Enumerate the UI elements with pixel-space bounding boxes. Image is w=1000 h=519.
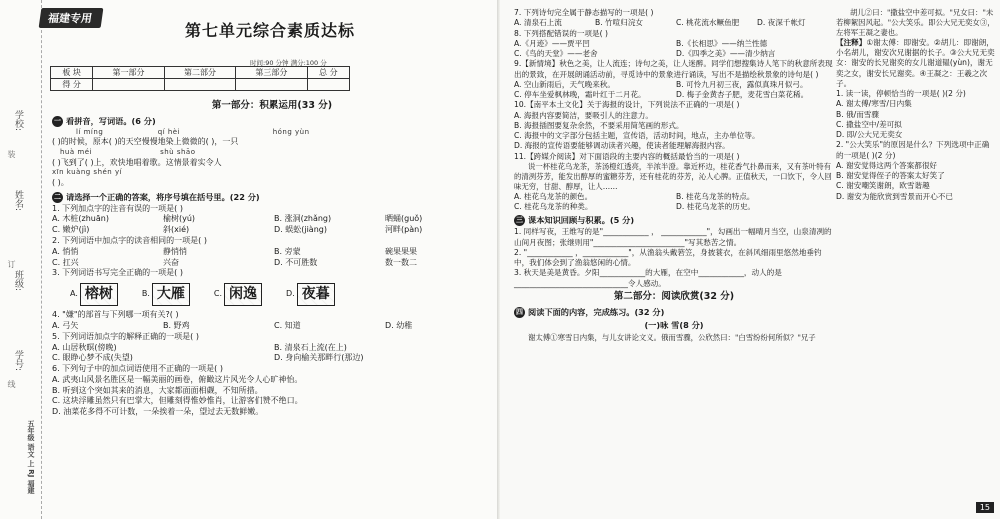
question: 1. 读一读，停顿恰当的一项是( )(2 分): [836, 89, 966, 99]
number-label: 学号:: [13, 350, 23, 372]
question: 4. "嫌"的部首与下列哪一项有关?( ): [52, 310, 179, 320]
pinyin-line: lí míng qí hèi hóng yùn: [76, 127, 310, 136]
tian-grid-word: 闲逸: [224, 283, 262, 306]
options: [514, 18, 834, 28]
char-box-option[interactable]: [70, 283, 118, 306]
option: 兴奋: [163, 257, 179, 267]
score-cell: 第一部分: [93, 67, 164, 79]
options: [52, 225, 492, 236]
page-title: 第七单元综合素质达标: [184, 21, 355, 40]
option[interactable]: A. 木桩(zhuān): [52, 214, 109, 224]
options: [52, 353, 492, 364]
option[interactable]: D. 谢安为能欣赏到雪景而开心不已: [836, 191, 953, 201]
option[interactable]: A. 悄悄: [52, 246, 79, 256]
score-cell: 第二部分: [164, 67, 235, 79]
section-2-head: [52, 192, 492, 203]
cut-mark-3: 线: [7, 380, 16, 388]
option[interactable]: B.《长相思》——纳兰性德: [676, 38, 768, 48]
options: [52, 321, 492, 332]
left-content: [52, 98, 492, 418]
options: [514, 39, 834, 49]
pinyin-line: xīn kuàng shén yí: [52, 168, 123, 177]
option[interactable]: B. 听到这个突如其来的消息，大家都面面相觑，不知所措。: [52, 385, 263, 395]
passage-text: 说一杯桂花乌龙茶，茶汤橙红透亮，半浓半澄。靠近杯边，桂花香气扑鼻而来，又有茶叶特有的清洌芬芳，能发出醇厚的蜜糖芬芳，还有桂花的芬芳，沁人心脾。正值秋天，一口饮下，令人回味无穷，甘甜、醇厚，让人……: [514, 161, 832, 191]
option: 晒蛹(guǒ): [385, 214, 423, 224]
option[interactable]: B. 旁蒙: [274, 246, 301, 256]
option[interactable]: A. 清泉石上流: [514, 18, 562, 28]
class-label: 班级:: [13, 270, 23, 292]
score-cell: 板 块: [51, 67, 93, 79]
question: 11.【跨媒介阅读】对下面语段的主要内容的概括最恰当的一项是( ): [514, 151, 740, 161]
option[interactable]: C. 这块浮雕虽然只有巴掌大，但雕刻得惟妙惟肖，让游客们赞不绝口。: [52, 396, 303, 406]
section-number-icon: 四: [516, 307, 523, 316]
question: 9.【新情境】秋色之美，让人流连；诗句之美，让人迷醉。同学们想搜集诗人笔下的秋意所表现出的景致，在开展朗诵活动前，寻觅诗中的景象进行诵读，写出不是描绘秋景象的诗句是( ): [514, 59, 833, 79]
option[interactable]: B. 清泉石上流(在上): [274, 342, 347, 352]
options: [52, 343, 492, 354]
question: 10.【南平本土文化】关于海报的设计，下列说法不正确的一项是( ): [514, 100, 740, 110]
option[interactable]: B. 可怜九月初三夜，露似真珠月似弓。: [676, 79, 808, 89]
cut-mark-1: 装: [7, 150, 16, 158]
notes: [836, 38, 996, 89]
options: [514, 202, 834, 212]
section-3-head: [514, 215, 834, 226]
pinyin-line: huà méi shù shāo: [60, 148, 196, 157]
option[interactable]: D. 身向榆关那畔行(那边): [274, 353, 364, 363]
tian-grid-word: 大雁: [152, 283, 190, 306]
section-number-icon: 二: [54, 192, 61, 201]
option[interactable]: D. 夜深千帐灯: [757, 18, 806, 28]
right-content-col1: [514, 8, 834, 343]
char-box-option[interactable]: [286, 283, 335, 306]
option-letter: A.: [70, 289, 78, 299]
option[interactable]: A. 弓矢: [52, 320, 79, 330]
right-page: [500, 0, 1000, 519]
option: 静悄悄: [163, 246, 187, 256]
score-input[interactable]: [307, 79, 349, 91]
time-score: 时间:90 分钟 满分:100 分: [250, 59, 327, 67]
option[interactable]: B. 野鸡: [163, 320, 190, 330]
section-number-icon: 三: [516, 216, 523, 225]
option: 碗果果果: [385, 246, 417, 256]
option[interactable]: A. 谢太傅/寒雪/日内集: [836, 99, 912, 109]
question: 3. 下列词语书写完全正确的一项是( ): [52, 268, 183, 278]
option[interactable]: D. 幼稚: [385, 320, 413, 330]
options: [52, 258, 492, 269]
fill-line: ( )飞到了( )上，欢快地唱着歌。这情景着实令人: [52, 157, 222, 167]
char-box-options: [70, 283, 492, 306]
options: [52, 214, 492, 225]
fill-question: 3. 秋天是美是黄昏。夕阳____________的大雁，在空中____________，动人的是______________________________令人感动。: [514, 268, 782, 288]
school-label: 学校:: [13, 110, 23, 132]
option[interactable]: A. 桂花乌龙茶的颜色。: [514, 191, 593, 201]
section-number-icon: 一: [54, 116, 61, 125]
option: 数一数二: [385, 257, 417, 267]
option[interactable]: C. 海报中的文字部分包括主题，宣传语，活动时间，地点，主办单位等。: [514, 131, 760, 140]
options: [514, 192, 834, 202]
fill-line: ( )。: [52, 177, 69, 187]
option-letter: C.: [213, 289, 223, 299]
reading-1-text: 谢太傅①寒雪日内集，与儿女讲论文义。俄而雪骤，公欣然曰："白雪纷纷何所似？"兄子: [528, 332, 816, 342]
option[interactable]: D.《四季之美》——清少纳言: [676, 49, 776, 58]
right-content-col2: [836, 8, 996, 202]
fill-question: 1. 同样写夜，王维写的是"____________ ， ____________"，勾画出一幅晴月当空，山泉清冽的山间月夜图；张继则用"________________________"写其愁苦之情。: [514, 227, 832, 247]
section-1-label: 看拼音，写词语。(6 分): [66, 115, 156, 126]
option[interactable]: D. 油菜花多得不可计数，一朵挨着一朵，望过去无数鲜嫩。: [52, 407, 264, 417]
option[interactable]: C. 知道: [274, 320, 301, 330]
question: 1. 下列加点字的注音有误的一项是( ): [52, 203, 183, 213]
fill-question: 2. "____________ ，____________"，从渔翁头戴箬笠，身披蓑衣，在斜风细雨里悠然地垂钓中，我们体会到了渔翁悠闲的心情。: [514, 247, 822, 268]
score-cell: 总 分: [307, 67, 349, 79]
part1-title: 第一部分：积累运用(33 分): [211, 100, 333, 111]
option[interactable]: B. 海报插图要复杂余然，不要采用简笔画的形式。: [514, 120, 684, 130]
option[interactable]: C. 眼睁心梦不成(失望): [52, 353, 133, 363]
score-input[interactable]: [93, 79, 164, 91]
question: 8. 下列搭配错误的一项是( ): [514, 28, 608, 38]
score-cell: 得 分: [51, 79, 93, 91]
options: [514, 80, 834, 90]
tian-grid-word: 榕树: [80, 283, 118, 306]
section-4-label: 阅读下面的内容，完成练习。(32 分): [528, 306, 665, 317]
option[interactable]: D. 即/公大兄无奕女: [836, 130, 903, 140]
grade-label: 五年级 语文 上 RJ 福建: [27, 420, 35, 494]
option[interactable]: A. 海报内容要简洁，要吸引人的注意力。: [514, 110, 653, 120]
options: [514, 49, 834, 59]
option-letter: D.: [286, 289, 295, 299]
option[interactable]: D. 梅子金黄杏子肥，麦花雪白菜花稀。: [676, 90, 809, 99]
page-number: 15: [976, 502, 994, 513]
question: 6. 下列句子中的加点词语使用不正确的一项是( ): [52, 364, 223, 374]
option[interactable]: D. 蜈蚣(jiàng): [274, 225, 327, 235]
option[interactable]: C. 撒盐空中/差可拟: [836, 119, 902, 129]
question: 2. 下列词语中加点字的读音相同的一项是( ): [52, 236, 207, 246]
option-letter: B.: [141, 289, 150, 299]
name-label: 姓名:: [13, 190, 23, 212]
fill-line: ( )的时候，原本( )的天空慢慢地染上微微的( )，一只: [52, 137, 239, 147]
option[interactable]: D. 海报的宣传语要能够调动读者兴趣，使读者能理解海报内容。: [514, 141, 730, 151]
question: 7. 下列诗句完全属于静态描写的一项是( ): [514, 8, 654, 17]
reading-1-text-cont: 胡儿②曰："撒盐空中差可拟。"兄女曰："未若柳絮因风起。"公大笑乐。即公大兄无奕女③，左将军王凝之妻也。: [836, 8, 995, 37]
option[interactable]: B. 桂花乌龙茶的特点。: [676, 191, 755, 201]
option[interactable]: C.《鸟的天堂》——老舍: [514, 49, 598, 58]
question: 5. 下列词语加点字的解释正确的一项是( ): [52, 331, 199, 341]
part2-title: 第二部分：阅读欣赏(32 分): [613, 290, 735, 302]
options: [52, 247, 492, 258]
option[interactable]: C. 扛兴: [52, 257, 79, 267]
section-1-head: [52, 116, 492, 127]
cut-mark-2: 订: [7, 260, 16, 268]
tian-grid-word: 夜暮: [297, 283, 335, 306]
score-table: [50, 66, 350, 91]
options: [514, 90, 834, 100]
option: 榆树(yú): [163, 214, 196, 224]
option[interactable]: B. 竹喧归浣女: [595, 18, 644, 28]
option[interactable]: D. 桂花乌龙茶的历史。: [676, 201, 756, 211]
option[interactable]: C. 桃花流水鳜鱼肥: [676, 18, 740, 28]
notes-head: 【注释】: [836, 37, 867, 47]
section-2-label: 请选择一个正确的答案，将序号填在括号里。(22 分): [66, 191, 260, 202]
option: 斜(xié): [163, 225, 190, 235]
option[interactable]: B. 俄/而雪骤: [836, 109, 879, 119]
option[interactable]: A. 山居秋暝(傍晚): [52, 342, 117, 352]
option[interactable]: A. 空山新雨后，天气晚来秋。: [514, 79, 616, 89]
score-input[interactable]: [236, 79, 307, 91]
region-badge: 福建专用: [39, 8, 104, 28]
option[interactable]: C. 嫩炉(jì): [52, 225, 90, 235]
binding-margin: [0, 0, 42, 519]
char-box-option[interactable]: [142, 283, 190, 306]
option[interactable]: B. 谢安觉得侄子的答案太好笑了: [836, 171, 945, 181]
section-3-label: 课本知识回顾与积累。(5 分): [528, 215, 635, 226]
option[interactable]: C. 停车坐爱枫林晚，霜叶红于二月花。: [514, 90, 646, 99]
option[interactable]: B. 涨洞(zhǎng): [274, 214, 332, 224]
option[interactable]: C. 谢安嘲笑谢朗，欧雪谐趣: [836, 181, 930, 191]
notes-text: ①谢太傅：即谢安。②胡儿：即谢朗，小名胡儿，谢安次兄谢据的长子。③公大兄无奕女：谢安的长兄谢奕的女儿谢道韫(yùn)，谢无奕之女，谢安长兄谢奕。④王凝之：王羲之次子。: [836, 37, 995, 88]
option[interactable]: D. 不可胜数: [274, 257, 318, 267]
section-4-head: [514, 307, 834, 318]
option[interactable]: C. 桂花乌龙茶的种类。: [514, 201, 593, 211]
reading-1-title: (一)咏 雪(8 分): [644, 319, 704, 330]
question: 2. "公大笑乐"的原因是什么？下列选项中正确的一项是( )(2 分): [836, 140, 990, 160]
score-input[interactable]: [164, 79, 235, 91]
option[interactable]: A. 谢安觉得这两个答案都很好: [836, 160, 938, 170]
option[interactable]: A.《月迹》——贾平凹: [514, 38, 590, 48]
option: 河畔(pàn): [385, 225, 423, 235]
char-box-option[interactable]: [214, 283, 262, 306]
option[interactable]: A. 武夷山风景名胜区是一幅美丽的画卷，俯瞰这片风光令人心旷神怡。: [52, 374, 303, 384]
score-cell: 第三部分: [236, 67, 307, 79]
